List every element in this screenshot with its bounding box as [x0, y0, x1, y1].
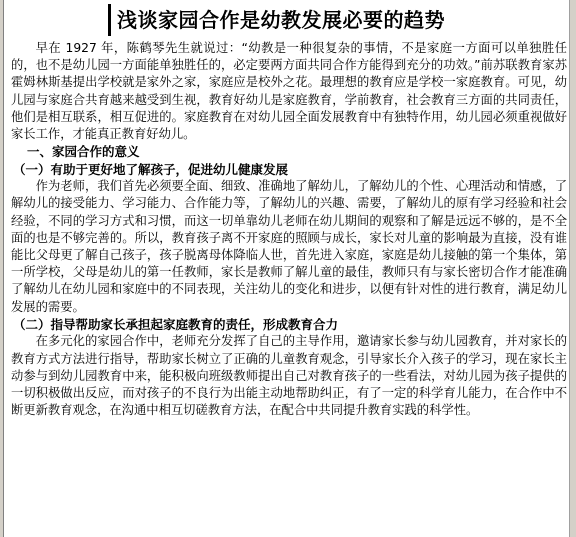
- article-title: 浅谈家园合作是幼教发展必要的趋势: [117, 8, 445, 32]
- subsection-heading-2: （二）指导帮助家长承担起家庭教育的责任，形成教育合力: [13, 316, 339, 332]
- subsection-2-paragraph: 在多元化的家园合作中，老师充分发挥了自己的主导作用，邀请家长参与幼儿园教育，并对家长的教育方式方法进行指导，帮助家长树立了正确的儿童教育观念，引导家长介入孩子的学习，现在家长主动参与到幼儿园教育中来，能积极向班级教师提出自己对教育孩子的一些看法，对幼儿园为孩子提供的一切积极做出反应，而对孩子的不良行为出能主动地帮助纠正，有了一定的科学育儿能力，在合作中不断更新教育观念，在沟通中相互切磋教育方法，在配合中共同提升教育实践的科学性。: [11, 334, 567, 418]
- section-heading-1: 一、家园合作的意义: [27, 144, 140, 160]
- text-cursor-bar: [108, 4, 111, 36]
- subsection-heading-1: （一）有助于更好地了解孩子，促进幼儿健康发展: [13, 161, 289, 177]
- window-left-edge: [0, 0, 4, 537]
- title-row: [108, 4, 445, 36]
- subsection-1-paragraph: 作为老师，我们首先必须要全面、细致、准确地了解幼儿，了解幼儿的个性、心理活动和情感，了解幼儿的接受能力、学习能力、合作能力等，了解幼儿的兴趣、需要，了解幼儿的原有学习经验和社会经验，不同的学习方式和习惯，而这一切单靠幼儿老师在幼儿期间的观察和了解是远远不够的，是不全面的也是不够完善的。所以，教育孩子离不开家庭的照顾与成长，家长对儿童的影响最为直接，没有谁能比父母更了解自己孩子，孩子脱离母体降临人世，首先进入家庭，家庭是幼儿接触的第一个集体，第一所学校，父母是幼儿的第一任教师，家长是教师了解儿童的最佳，教师只有与家长密切合作才能准确了解幼儿在幼儿园和家庭中的不同表现，关注幼儿的变化和进步，以便有针对性的进行教育，满足幼儿发展的需要。: [11, 179, 567, 314]
- article-body: [11, 40, 567, 419]
- vertical-scrollbar[interactable]: [569, 0, 576, 537]
- intro-paragraph: 早在 1927 年，陈鹤琴先生就说过：“幼教是一种很复杂的事情，不是家庭一方面可以单独胜任的，也不是幼儿园一方面能单独胜任的，必定要两方面共同合作方能得到充分的功效。”前苏联教育家苏霍姆林斯基提出学校就是家外之家，家庭应是校外之花。最理想的教育应是学校一家庭教育。可见，幼儿园与家庭合共育越来越受到生视，教育好幼儿是家庭教育，学前教育，社会教育三方面的共同责任，他们是相互联系，相互促进的。家庭教育在对幼儿园全面发展教育中有独特作用，幼儿园必须重视做好家长工作，才能真正教育好幼儿。: [11, 41, 567, 142]
